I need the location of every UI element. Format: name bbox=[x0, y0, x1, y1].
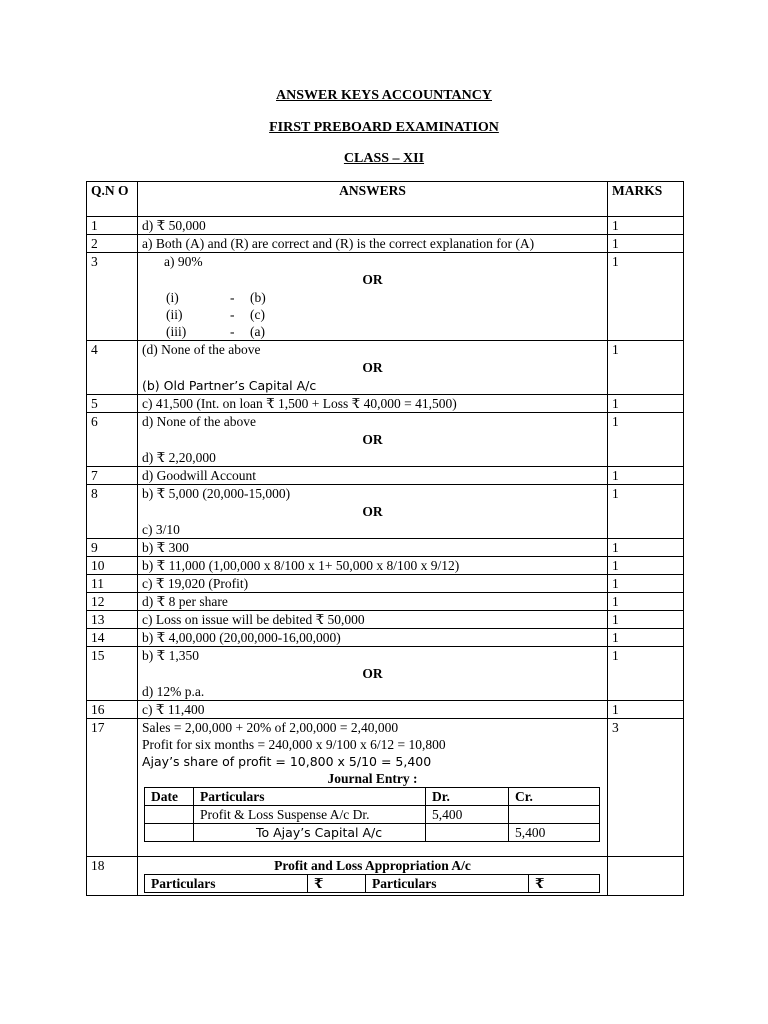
table-row bbox=[87, 701, 684, 719]
question-number: 16 bbox=[87, 701, 138, 719]
answer-alt-text: c) 3/10 bbox=[142, 522, 180, 537]
table-row bbox=[87, 719, 684, 857]
question-number: 18 bbox=[87, 857, 138, 896]
table-row bbox=[87, 485, 684, 539]
marks-value: 1 bbox=[608, 539, 684, 557]
answer-cell bbox=[138, 719, 608, 857]
account-header-row bbox=[145, 875, 600, 893]
answer-text: b) ₹ 300 bbox=[138, 539, 608, 557]
or-separator: OR bbox=[362, 504, 383, 519]
marks-value: 1 bbox=[608, 413, 684, 467]
table-row bbox=[87, 539, 684, 557]
table-row bbox=[87, 575, 684, 593]
marks-value: 1 bbox=[608, 341, 684, 395]
question-number: 11 bbox=[87, 575, 138, 593]
question-number: 8 bbox=[87, 485, 138, 539]
journal-cr bbox=[509, 806, 600, 824]
table-row bbox=[87, 593, 684, 611]
question-number: 10 bbox=[87, 557, 138, 575]
match-list bbox=[166, 289, 272, 340]
journal-cr: 5,400 bbox=[509, 824, 600, 842]
question-number: 13 bbox=[87, 611, 138, 629]
document-title: ANSWER KEYS ACCOUNTANCY bbox=[276, 88, 492, 103]
marks-value: 1 bbox=[608, 629, 684, 647]
table-row bbox=[87, 395, 684, 413]
journal-header-date: Date bbox=[145, 788, 194, 806]
marks-value: 3 bbox=[608, 719, 684, 857]
appropriation-account-table bbox=[144, 874, 600, 893]
answer-text: b) ₹ 4,00,000 (20,00,000-16,00,000) bbox=[138, 629, 608, 647]
journal-particulars: Profit & Loss Suspense A/c Dr. bbox=[194, 806, 426, 824]
answer-key-table bbox=[86, 181, 684, 896]
table-row bbox=[87, 467, 684, 485]
answer-text: b) ₹ 1,350 bbox=[142, 648, 199, 663]
answer-cell bbox=[138, 341, 608, 395]
marks-value: 1 bbox=[608, 701, 684, 719]
answer-text: b) ₹ 5,000 (20,000-15,000) bbox=[142, 486, 291, 501]
working-line: Sales = 2,00,000 + 20% of 2,00,000 = 2,40,000 bbox=[142, 720, 399, 735]
journal-particulars: To Ajay’s Capital A/c bbox=[194, 824, 426, 842]
question-number: 7 bbox=[87, 467, 138, 485]
account-header-particulars-right: Particulars bbox=[366, 875, 529, 893]
question-number: 2 bbox=[87, 235, 138, 253]
account-header-rupee-left: ₹ bbox=[308, 875, 366, 893]
answer-alt-text: d) 12% p.a. bbox=[142, 684, 205, 699]
table-row bbox=[145, 824, 600, 842]
journal-entry-table bbox=[144, 787, 600, 842]
appropriation-account-title: Profit and Loss Appropriation A/c bbox=[274, 858, 471, 873]
journal-dr bbox=[426, 824, 509, 842]
question-number: 17 bbox=[87, 719, 138, 857]
table-header-row bbox=[87, 182, 684, 217]
question-number: 5 bbox=[87, 395, 138, 413]
journal-header-cr: Cr. bbox=[509, 788, 600, 806]
question-number: 9 bbox=[87, 539, 138, 557]
table-row bbox=[87, 341, 684, 395]
answer-text: d) ₹ 8 per share bbox=[138, 593, 608, 611]
answer-text: a) 90% bbox=[164, 254, 203, 269]
answer-cell bbox=[138, 857, 608, 896]
answer-text: c) ₹ 19,020 (Profit) bbox=[138, 575, 608, 593]
or-separator: OR bbox=[362, 432, 383, 447]
marks-value: 1 bbox=[608, 253, 684, 341]
table-row bbox=[87, 235, 684, 253]
marks-value: 1 bbox=[608, 485, 684, 539]
or-separator: OR bbox=[362, 272, 383, 287]
header-qno: Q.N O bbox=[87, 182, 138, 217]
table-row bbox=[87, 413, 684, 467]
table-row bbox=[87, 557, 684, 575]
question-number: 6 bbox=[87, 413, 138, 467]
match-item: (iii) - (a) bbox=[166, 324, 265, 339]
or-separator: OR bbox=[362, 360, 383, 375]
working-line: Profit for six months = 240,000 x 9/100 x 6/12 = 10,800 bbox=[142, 737, 446, 752]
marks-value: 1 bbox=[608, 611, 684, 629]
question-number: 14 bbox=[87, 629, 138, 647]
answer-cell bbox=[138, 413, 608, 467]
answer-alt-text: (b) Old Partner’s Capital A/c bbox=[142, 378, 317, 393]
answer-cell bbox=[138, 253, 608, 341]
marks-value: 1 bbox=[608, 647, 684, 701]
answer-alt-text: d) ₹ 2,20,000 bbox=[142, 450, 216, 465]
journal-header-particulars: Particulars bbox=[194, 788, 426, 806]
answer-text: d) None of the above bbox=[142, 414, 256, 429]
answer-text: d) Goodwill Account bbox=[138, 467, 608, 485]
question-number: 12 bbox=[87, 593, 138, 611]
answer-cell bbox=[138, 485, 608, 539]
table-row bbox=[87, 217, 684, 235]
marks-value: 1 bbox=[608, 557, 684, 575]
marks-value: 1 bbox=[608, 217, 684, 235]
match-item: (ii) - (c) bbox=[166, 307, 265, 322]
question-number: 1 bbox=[87, 217, 138, 235]
answer-text: b) ₹ 11,000 (1,00,000 x 8/100 x 1+ 50,000 x 8/100 x 9/12) bbox=[138, 557, 608, 575]
header-answers: ANSWERS bbox=[138, 182, 608, 217]
account-header-particulars-left: Particulars bbox=[145, 875, 308, 893]
marks-value bbox=[608, 857, 684, 896]
question-number: 4 bbox=[87, 341, 138, 395]
answer-text: d) ₹ 50,000 bbox=[138, 217, 608, 235]
journal-dr: 5,400 bbox=[426, 806, 509, 824]
table-row bbox=[87, 611, 684, 629]
question-number: 15 bbox=[87, 647, 138, 701]
journal-header-dr: Dr. bbox=[426, 788, 509, 806]
journal-header-row bbox=[145, 788, 600, 806]
marks-value: 1 bbox=[608, 593, 684, 611]
table-row bbox=[87, 253, 684, 341]
answer-text: c) ₹ 11,400 bbox=[138, 701, 608, 719]
marks-value: 1 bbox=[608, 235, 684, 253]
marks-value: 1 bbox=[608, 395, 684, 413]
marks-value: 1 bbox=[608, 575, 684, 593]
question-number: 3 bbox=[87, 253, 138, 341]
answer-text: a) Both (A) and (R) are correct and (R) is the correct explanation for (A) bbox=[138, 235, 608, 253]
answer-text: c) 41,500 (Int. on loan ₹ 1,500 + Loss ₹ 40,000 = 41,500) bbox=[138, 395, 608, 413]
class-label: CLASS – XII bbox=[343, 151, 425, 166]
answer-text: (d) None of the above bbox=[142, 342, 261, 357]
answer-cell bbox=[138, 647, 608, 701]
header-marks: MARKS bbox=[608, 182, 684, 217]
table-row bbox=[145, 806, 600, 824]
answer-text: c) Loss on issue will be debited ₹ 50,000 bbox=[138, 611, 608, 629]
account-header-rupee-right: ₹ bbox=[529, 875, 600, 893]
table-row bbox=[87, 857, 684, 896]
match-item: (i) - (b) bbox=[166, 290, 266, 305]
table-row bbox=[87, 647, 684, 701]
table-row bbox=[87, 629, 684, 647]
journal-entry-title: Journal Entry : bbox=[327, 771, 418, 786]
marks-value: 1 bbox=[608, 467, 684, 485]
or-separator: OR bbox=[362, 666, 383, 681]
working-line: Ajay’s share of profit = 10,800 x 5/10 = 5,400 bbox=[142, 754, 432, 769]
document-subtitle: FIRST PREBOARD EXAMINATION bbox=[269, 120, 499, 135]
